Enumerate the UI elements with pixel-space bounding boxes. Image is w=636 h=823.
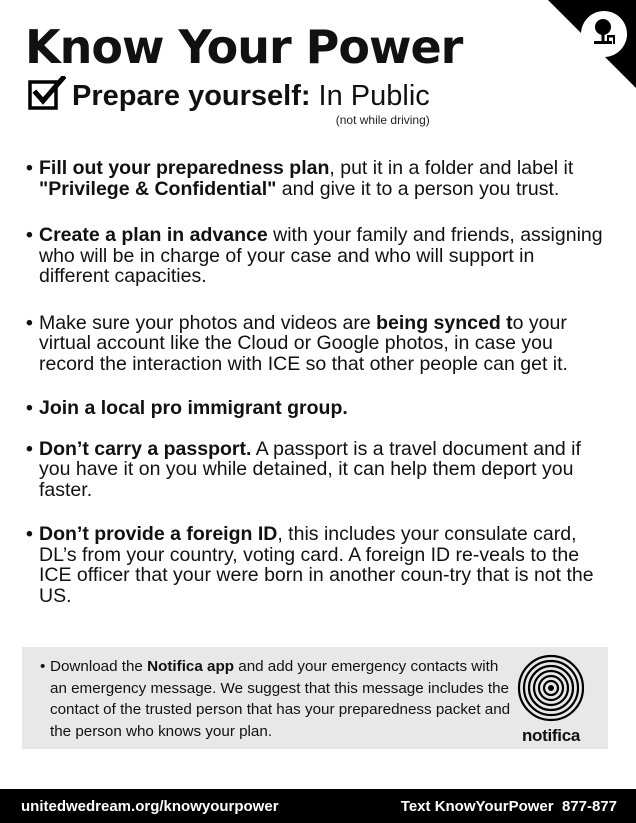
item-bold: Fill out your preparedness plan <box>39 157 330 179</box>
item-text: and give it to a person you trust. <box>276 177 560 200</box>
list-item <box>26 524 606 606</box>
list-item <box>26 158 606 199</box>
notifica-text <box>40 656 512 742</box>
footer-text-prefix: Text <box>400 798 435 815</box>
item-bold: Create a plan in advance <box>39 224 268 246</box>
item-bold: "Privilege & Confidential" <box>39 177 277 200</box>
item-bold: Join a local pro immigrant group. <box>39 397 348 419</box>
list-item <box>26 398 606 419</box>
notifica-wordmark: notifica <box>521 726 581 745</box>
page-title: Know Your Power <box>25 20 463 74</box>
subtitle <box>28 76 430 127</box>
subtitle-context <box>318 80 430 127</box>
notifica-text-rest: and add your emergency contacts with an emergency message. We suggest that this message includes the contact of the trusted person that has your preparedness packet and the person who knows your plan. <box>50 658 511 740</box>
footer-keyword: KnowYourPower <box>434 798 554 815</box>
item-text: A passport is a travel document and if you have it on you while detained, it can help them deport you faster. <box>39 437 581 501</box>
item-text: o your virtual account like the Cloud or Google photos, in case you record the interaction with ICE so that other people can get it. <box>39 311 568 375</box>
item-bold: Don’t provide a foreign ID <box>39 523 278 545</box>
subtitle-context-text: In Public <box>318 80 430 112</box>
notifica-app-name: Notifica app <box>147 658 235 675</box>
item-text: , this includes your consulate card, DL’s from your country, voting card. A foreign ID re-veals to the ICE officer that your were born in another coun-try that is not the US. <box>39 523 594 607</box>
list-item <box>26 313 606 375</box>
org-logo-icon <box>581 11 627 57</box>
item-text: Make sure your photos and videos are <box>39 311 377 334</box>
item-text: , put it in a folder and label it <box>329 157 574 179</box>
list-item <box>26 225 606 287</box>
checked-box-icon <box>28 76 66 110</box>
notifica-logo <box>506 653 596 743</box>
footer-number: 877-877 <box>561 798 617 815</box>
subtitle-bold: Prepare yourself: <box>72 80 311 112</box>
tips-list <box>26 158 606 606</box>
item-text: with your family and friends, assigning who will be in charge of your case and who will support in different capacities. <box>39 224 603 287</box>
list-item <box>26 439 606 501</box>
subtitle-note: (not while driving) <box>335 113 430 127</box>
footer-text-cta <box>401 798 617 815</box>
notifica-text-pre: Download the <box>50 658 148 675</box>
footer-bar <box>0 789 636 823</box>
notifica-box <box>22 647 608 749</box>
item-bold: Don’t carry a passport. <box>39 437 252 460</box>
item-bold: being synced t <box>376 311 513 334</box>
footer-url-link[interactable]: unitedwedream.org/knowyourpower <box>21 798 279 815</box>
notifica-concentric-circles-icon <box>516 653 586 723</box>
